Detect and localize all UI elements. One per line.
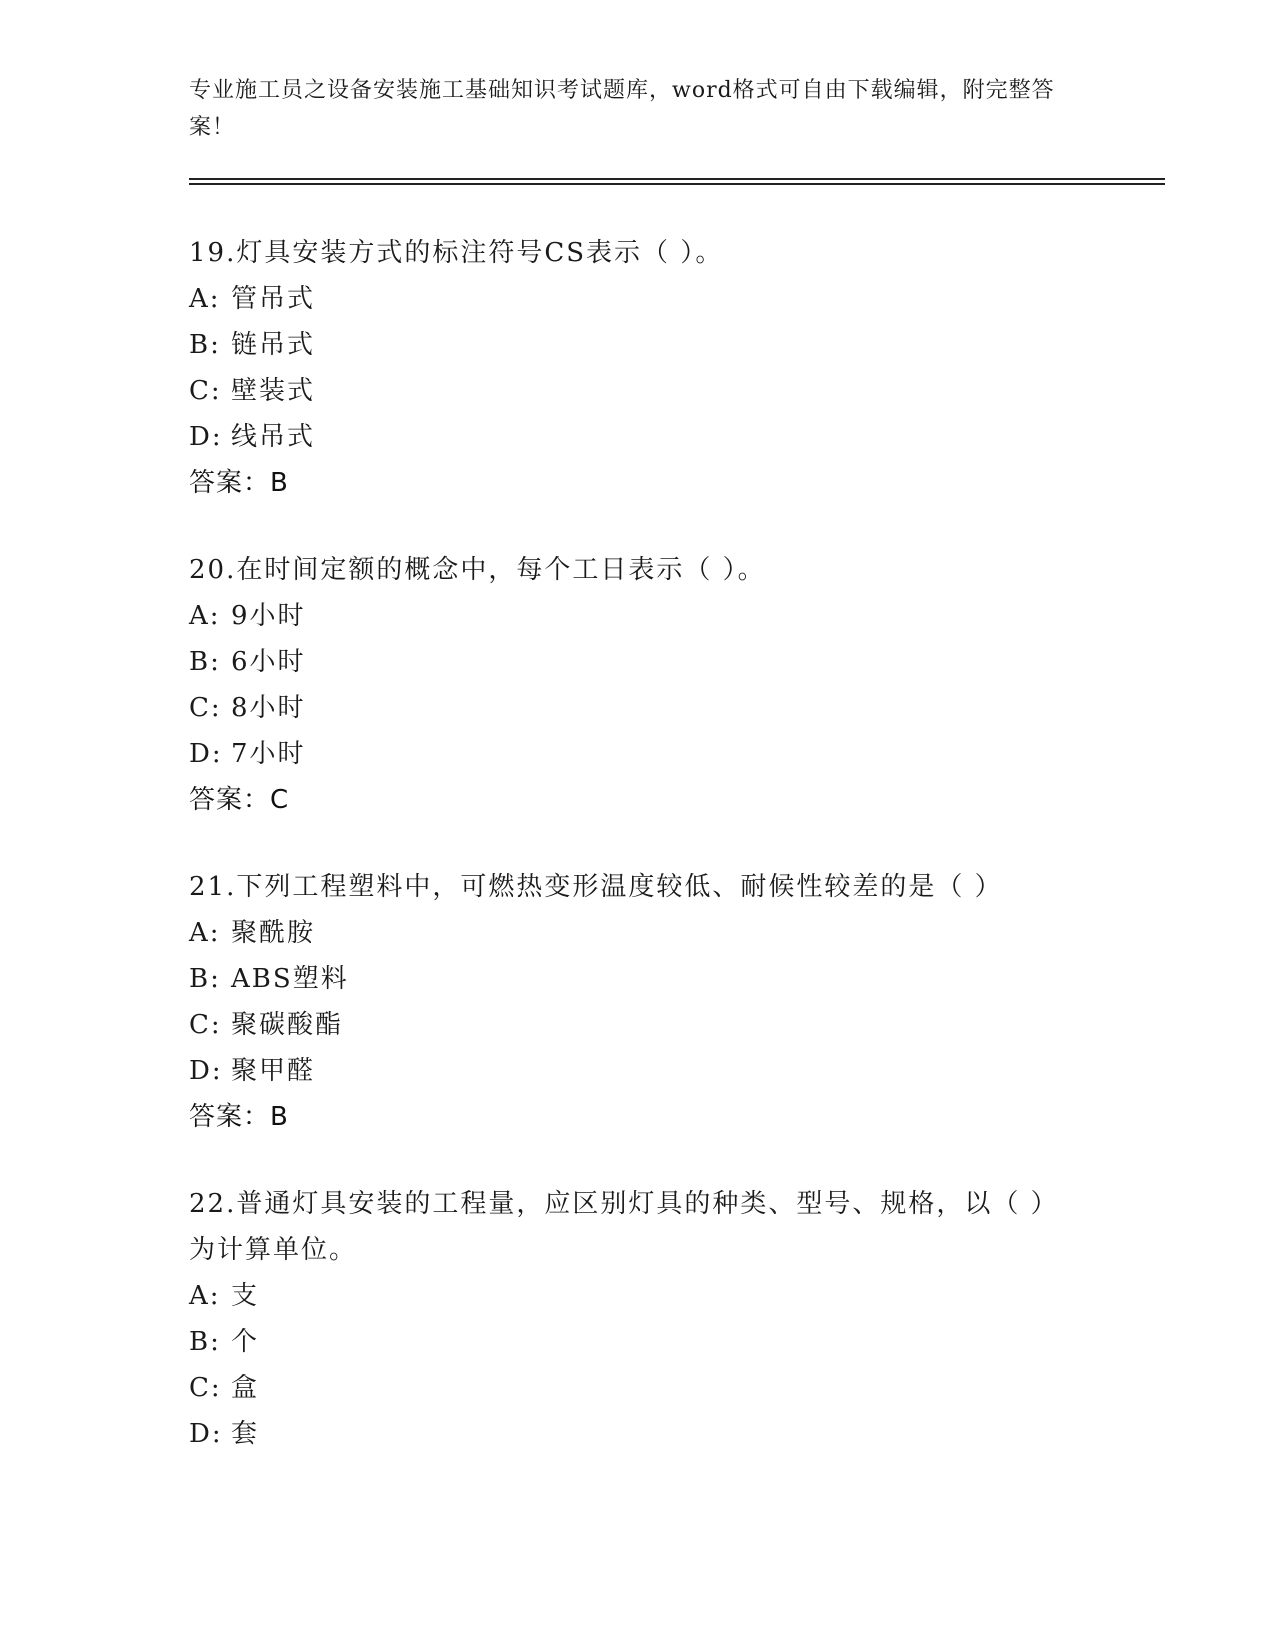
option-label: D:: [189, 1056, 223, 1086]
option-c: [189, 1365, 1069, 1411]
option-label: C:: [189, 693, 222, 723]
option-d: [189, 1048, 1069, 1094]
option-label: B:: [189, 647, 221, 677]
question-20: [189, 547, 1069, 823]
option-text: 7小时: [231, 739, 306, 769]
option-b: [189, 639, 1069, 685]
answer-line: 答案：B: [189, 1102, 289, 1132]
option-b: [189, 956, 1069, 1002]
option-text: 6小时: [231, 647, 306, 677]
option-c: [189, 368, 1069, 414]
option-text: 聚碳酸酯: [231, 1010, 344, 1040]
option-d: [189, 414, 1069, 460]
question-21: [189, 864, 1069, 1140]
option-d: [189, 1411, 1069, 1457]
document-header: 专业施工员之设备安装施工基础知识考试题库，word格式可自由下载编辑，附完整答案！: [189, 78, 1055, 140]
option-text: 线吊式: [231, 422, 316, 452]
option-b: [189, 1319, 1069, 1365]
option-text: 套: [231, 1419, 260, 1449]
option-text: 盒: [231, 1373, 260, 1403]
option-label: D:: [189, 739, 223, 769]
option-label: B:: [189, 964, 221, 994]
header-divider-top: [189, 178, 1165, 180]
option-text: ABS塑料: [231, 964, 349, 994]
option-a: [189, 593, 1069, 639]
option-label: D:: [189, 1419, 223, 1449]
option-text: 聚甲醛: [231, 1056, 316, 1086]
option-text: 管吊式: [231, 284, 316, 314]
option-d: [189, 731, 1069, 777]
option-label: D:: [189, 422, 223, 452]
option-c: [189, 1002, 1069, 1048]
option-text: 8小时: [231, 693, 306, 723]
option-label: C:: [189, 1373, 222, 1403]
question-stem: 22.普通灯具安装的工程量，应区别灯具的种类、型号、规格，以（ ）为计算单位。: [189, 1189, 1059, 1265]
option-text: 9小时: [231, 601, 306, 631]
option-text: 个: [231, 1327, 260, 1357]
option-label: A:: [189, 918, 221, 948]
question-stem: 21.下列工程塑料中，可燃热变形温度较低、耐候性较差的是（ ）: [189, 872, 1003, 902]
option-label: B:: [189, 330, 221, 360]
option-text: 链吊式: [231, 330, 316, 360]
option-label: A:: [189, 601, 221, 631]
question-19: [189, 230, 1069, 506]
option-label: B:: [189, 1327, 221, 1357]
option-a: [189, 910, 1069, 956]
answer-line: 答案：B: [189, 468, 289, 498]
option-label: C:: [189, 376, 222, 406]
question-stem: 20.在时间定额的概念中，每个工日表示（ ）。: [189, 555, 766, 585]
option-a: [189, 276, 1069, 322]
option-text: 支: [231, 1281, 260, 1311]
option-b: [189, 322, 1069, 368]
option-text: 壁装式: [231, 376, 316, 406]
answer-line: 答案：C: [189, 785, 290, 815]
question-stem: 19.灯具安装方式的标注符号CS表示（ ）。: [189, 238, 724, 268]
header-divider-bottom: [189, 183, 1165, 185]
option-label: A:: [189, 284, 221, 314]
option-a: [189, 1273, 1069, 1319]
question-22: [189, 1181, 1069, 1457]
option-c: [189, 685, 1069, 731]
option-label: A:: [189, 1281, 221, 1311]
option-text: 聚酰胺: [231, 918, 316, 948]
option-label: C:: [189, 1010, 222, 1040]
